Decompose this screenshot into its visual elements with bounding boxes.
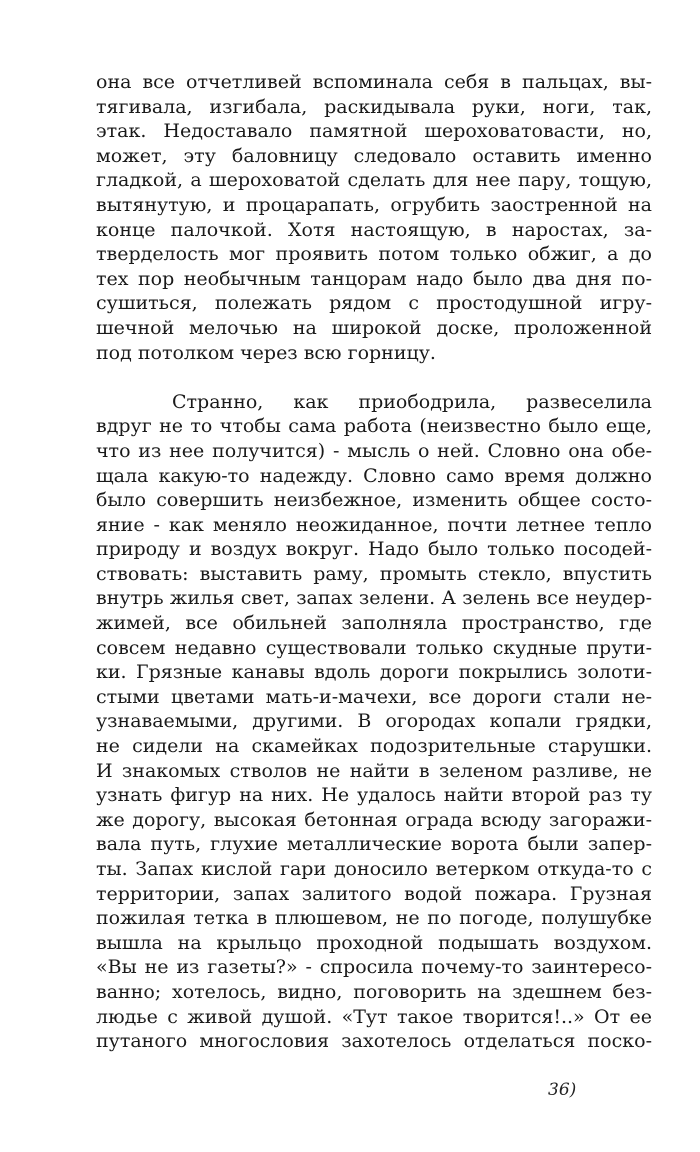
paragraph-1 — [96, 70, 652, 365]
text-line: она все отчетливей вспоминала себя в пальцах, вы- — [96, 71, 652, 93]
text-line: совсем недавно существовали только скудные прути- — [96, 636, 652, 659]
text-line: может, эту баловницу следовало оставить именно — [96, 144, 652, 167]
text-line: шечной мелочью на широкой доске, проложенной — [96, 316, 652, 339]
text-line: сушиться, полежать рядом с простодушной игру- — [96, 292, 652, 315]
text-line: конце палочкой. Хотя настоящую, в наростах, за- — [96, 218, 652, 241]
page-number: 36) — [548, 1080, 577, 1100]
text-line: же дорогу, высокая бетонная ограда всюду загоражи- — [96, 808, 652, 831]
text-line: узнаваемыми, другими. В огородах копали грядки, — [96, 710, 652, 733]
text-line: природу и воздух вокруг. Надо было только посодей- — [96, 538, 652, 561]
text-line: тех пор необычным танцорам надо было два дня по- — [96, 267, 652, 290]
text-line: вышла на крыльцо проходной подышать воздухом. — [96, 931, 652, 954]
text-line: жимей, все обильней заполняла пространство, где — [96, 612, 652, 635]
text-line: тягивала, изгибала, раскидывала руки, ноги, так, — [96, 95, 652, 118]
text-line: людье с живой душой. «Тут такое творится!..» От ее — [96, 1005, 652, 1028]
text-line: не сидели на скамейках подозрительные старушки. — [96, 735, 652, 758]
page-text — [96, 70, 652, 1054]
text-line: стыми цветами мать-и-мачехи, все дороги стали не- — [96, 685, 652, 708]
text-line: щала какую-то надежду. Словно само время должно — [96, 464, 652, 487]
text-line: ванно; хотелось, видно, поговорить на здешнем без- — [96, 980, 652, 1003]
text-line: было совершить неизбежное, изменить общее состо- — [96, 489, 652, 512]
text-line: И знакомых стволов не найти в зеленом разливе, не — [96, 759, 652, 782]
text-line: ты. Запах кислой гари доносило ветерком откуда-то с — [96, 858, 652, 880]
text-line: узнать фигур на них. Не удалось найти второй раз ту — [96, 784, 652, 807]
paragraph-gap — [96, 365, 652, 390]
text-line: вдруг не то чтобы сама работа (неизвестно было еще, — [96, 415, 652, 438]
text-line: Странно, как приободрила, развеселила — [172, 390, 652, 413]
text-line: под потолком через всю горницу. — [96, 341, 436, 364]
text-line: внутрь жилья свет, запах зелени. А зелень все неудер- — [96, 587, 652, 610]
text-line: гладкой, а шероховатой сделать для нее пару, тощую, — [96, 169, 652, 192]
text-line: яние - как меняло неожиданное, почти летнее тепло — [96, 513, 652, 536]
text-line: твердeлость мог проявить потом только обжиг, а до — [96, 243, 652, 266]
text-line: вала путь, глухие металлические ворота были запер- — [96, 833, 652, 856]
text-line: ствовать: выставить раму, промыть стекло, впустить — [96, 562, 652, 585]
text-line: пожилая тетка в плюшевом, не по погоде, полушубке — [96, 907, 652, 930]
text-line: этак. Недоставало памятной шероховатовасти, но, — [96, 120, 652, 143]
text-line: путаного многословия захотелось отделаться поско- — [96, 1030, 652, 1053]
text-line: территории, запах залитого водой пожара. Грузная — [96, 882, 652, 905]
text-line: ки. Грязные канавы вдоль дороги покрылись золоти- — [96, 661, 652, 684]
paragraph-2 — [96, 390, 652, 1054]
text-line: вытянутую, и процарапать, огрубить заостренной на — [96, 193, 652, 216]
text-line: что из нее получится) - мысль о ней. Словно она обе- — [96, 439, 652, 462]
text-line: «Вы не из газеты?» - спросила почему-то заинтересо- — [96, 956, 652, 979]
